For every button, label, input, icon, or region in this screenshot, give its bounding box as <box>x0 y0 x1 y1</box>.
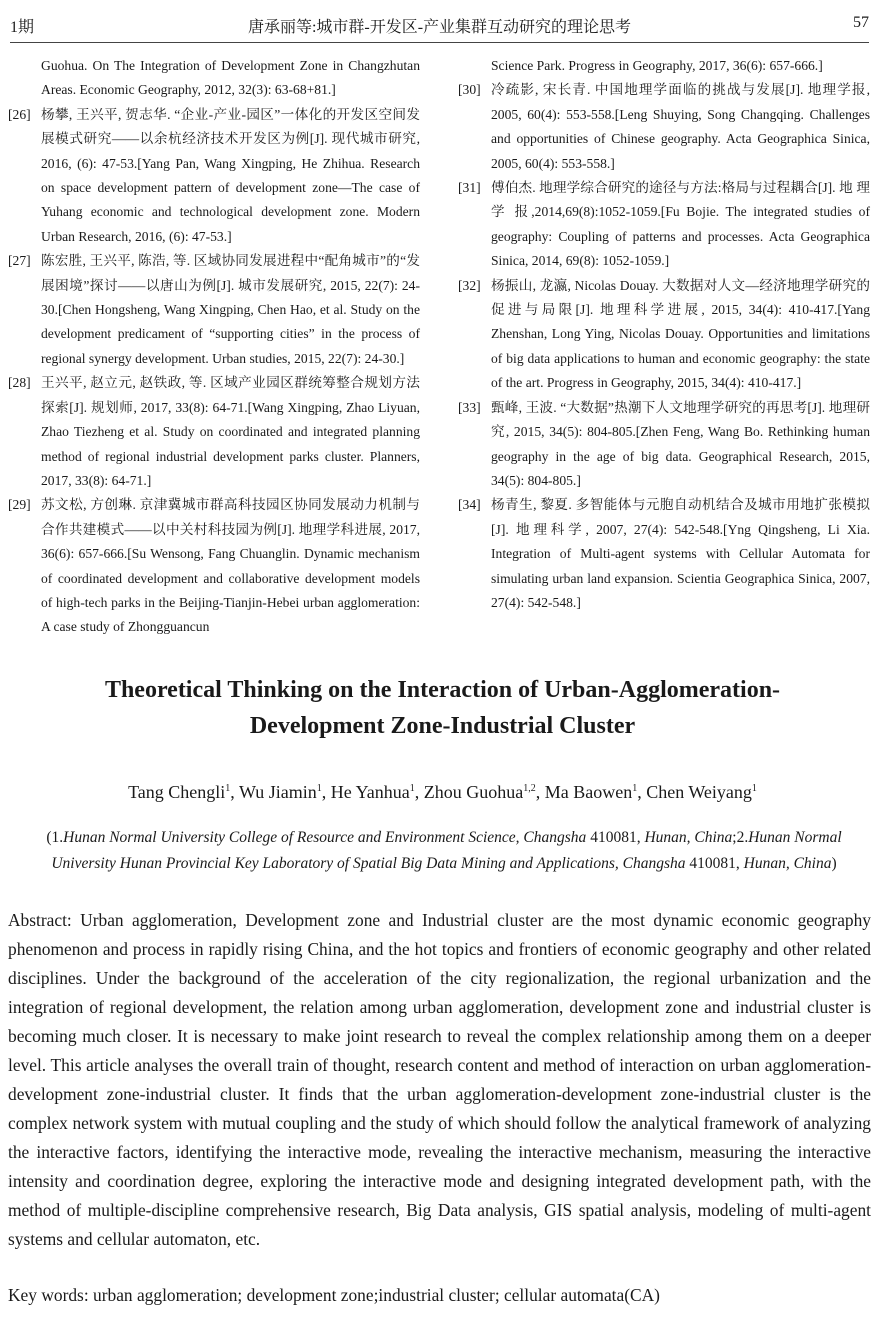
author: He Yanhua$^1$ <box>330 782 415 802</box>
reference-number: [30] <box>458 82 481 98</box>
reference-item <box>8 371 420 493</box>
reference-text: 冷疏影, 宋长青. 中国地理学面临的挑战与发展[J]. 地理学报, 2005, 60(4): 553-558.[Leng Shuying, Song Changqing. Challenges and opportunities of Chinese geography. Acta Geographica Sinica, 2005, 60(4): 553-558.] <box>491 82 870 171</box>
reference-number: [33] <box>458 399 481 415</box>
keywords <box>8 1281 871 1310</box>
author: Ma Baowen$^1$ <box>544 782 638 802</box>
references-left-column <box>8 54 420 640</box>
abstract <box>8 906 871 1254</box>
reference-item <box>458 274 870 396</box>
affiliations: (1.Hunan Normal University College of Resource and Environment Science, Changsha 410081, Hunan, China;2.Hunan Normal University Hunan Provincial Key Laboratory of Spatial Big Data Mining and Applications, Changsha 410081, Hunan, China) <box>46 829 842 872</box>
abstract-label: Abstract <box>8 910 67 930</box>
reference-item <box>458 78 870 176</box>
author: Wu Jiamin$^1$ <box>238 782 322 802</box>
references-right-column <box>458 54 870 615</box>
reference-number: [34] <box>458 497 481 513</box>
reference-text: 陈宏胜, 王兴平, 陈浩, 等. 区域协同发展进程中“配角城市”的“发展困境”探讨——以唐山为例[J]. 城市发展研究, 2015, 22(7): 24-30.[Chen Hongsheng, Wang Xingping, Chen Hao, et al. Study on the development predicament of “supporting cities” in the process of regional synergy development. Urban studies, 2015, 22(7): 24-30.] <box>41 253 420 366</box>
reference-item <box>458 396 870 494</box>
author-list: Tang Chengli$^1$, Wu Jiamin$^1$, He Yanhua$^1$, Zhou Guohua$^{1,2}$, Ma Baowen$^1$, Chen Weiyang$^1$ <box>128 782 757 802</box>
reference-item <box>458 493 870 615</box>
paper-title-line-2: Development Zone-Industrial Cluster <box>249 713 636 739</box>
paper-title <box>0 672 885 744</box>
reference-text: 傅伯杰. 地理学综合研究的途径与方法:格局与过程耦合[J]. 地 理 学 报,2014,69(8):1052-1059.[Fu Bojie. The integrated studies of geography: Coupling of patterns and processes. Acta Geographica Sinica, 2014, 69(8): 1052-1059.] <box>491 180 870 269</box>
author: Chen Weiyang$^1$ <box>646 782 757 802</box>
reference-text: 王兴平, 赵立元, 赵铁政, 等. 区域产业园区群统筹整合规划方法探索[J]. 规划师, 2017, 33(8): 64-71.[Wang Xingping, Zhao Liyuan, Zhao Tiezheng et al. Study on coordinated and integrated planning method of regional industrial development parks cluster. Planners, 2017, 33(8): 64-71.] <box>41 375 420 488</box>
reference-number: [32] <box>458 277 481 293</box>
reference-item <box>8 249 420 371</box>
reference-text: 杨振山, 龙瀛, Nicolas Douay. 大数据对人文—经济地理学研究的促进与局限[J]. 地理科学进展, 2015, 34(4): 410-417.[Yang Zhenshan, Long Ying, Nicolas Douay. Opportunities and limitations of big data applications to human and economic geography: the state of the art. Progress in Geography, 2015, 34(4): 410-417.] <box>491 277 870 391</box>
author: Tang Chengli$^1$ <box>128 782 231 802</box>
reference-continuation: Guohua. On The Integration of Development Zone in Changzhutan Areas. Economic Geography, 2012, 32(3): 63-68+81.] <box>41 58 420 98</box>
reference-item <box>8 493 420 639</box>
reference-number: [31] <box>458 180 481 196</box>
header-rule <box>10 42 869 43</box>
keywords-label: Key words <box>8 1285 84 1305</box>
reference-text: 苏文松, 方创琳. 京津冀城市群高科技园区协同发展动力机制与合作共建模式——以中关村科技园为例[J]. 地理学科进展, 2017, 36(6): 657-666.[Su Wensong, Fang Chuanglin. Dynamic mechanism of coordinated development and collaborative development models of high-tech parks in the Beijing-Tianjin-Hebei urban agglomeration: A case study of Zhongguancun <box>41 497 420 635</box>
reference-continuation: Science Park. Progress in Geography, 2017, 36(6): 657-666.] <box>491 58 823 73</box>
reference-item <box>458 176 870 274</box>
reference-number: [27] <box>8 253 31 269</box>
paper-title-line-1: Theoretical Thinking on the Interaction of Urban-Agglomeration- <box>104 677 781 703</box>
reference-number: [29] <box>8 497 31 513</box>
author: Zhou Guohua$^{1,2}$ <box>423 782 536 802</box>
abstract-text: : Urban agglomeration, Development zone and Industrial cluster are the most dynamic economic geography phenomenon and process in rapidly rising China, and the hot topics and frontiers of economic geography and other related disciplines. Under the background of the acceleration of the city regionalization, the regional urbanization and the integration of regional development, the relation among urban agglomeration, development zone and industrial cluster is becoming much closer. It is necessary to make joint research to reveal the complex relationship among them on a deeper level. This article analyses the overall train of thought, research content and method of interaction on urban agglomeration-development zone-industrial cluster. It finds that the urban agglomeration-development zone-industrial cluster is the complex network system with mutual coupling and the study of which should follow the analytical framework of analyzing the interactive factors, identifying the interactive mode, revealing the interactive mechanism, measuring the interactive intensity and coordination degree, exploring the interactive mode and designing integrated development path, with the method of multiple-discipline comprehensive research, Big Data analysis, GIS spatial analysis, modeling of multi-agent systems and cellular automaton, etc. <box>8 910 871 1249</box>
reference-text: 甄峰, 王波. “大数据”热潮下人文地理学研究的再思考[J]. 地理研究, 2015, 34(5): 804-805.[Zhen Feng, Wang Bo. Rethinking human geography in the age of big data. Geographical Research, 2015, 34(5): 804-805.] <box>491 399 870 488</box>
running-title: 唐承丽等:城市群-开发区-产业集群互动研究的理论思考 <box>247 19 632 36</box>
reference-text: 杨青生, 黎夏. 多智能体与元胞自动机结合及城市用地扩张模拟[J]. 地理科学, 2007, 27(4): 542-548.[Yng Qingsheng, Li Xia. Integration of Multi-agent systems with Cellular Automata for simulating urban land expansion. Scientia Geographica Sinica, 2007, 27(4): 542-548.] <box>491 497 870 610</box>
running-header <box>10 14 869 40</box>
issue-label: 1期 <box>10 19 35 36</box>
reference-number: [26] <box>8 106 31 122</box>
keywords-text: : urban agglomeration; development zone;industrial cluster; cellular automata(CA) <box>83 1285 660 1305</box>
page-number: 57 <box>853 14 869 31</box>
reference-text: 杨攀, 王兴平, 贺志华. “企业-产业-园区”一体化的开发区空间发展模式研究——以余杭经济技术开发区为例[J]. 现代城市研究, 2016, (6): 47-53.[Yang Pan, Wang Xingping, He Zhihua. Research on space development pattern of development zone—The case of Yuhang economic and technological development zone. Modern Urban Research, 2016, (6): 47-53.] <box>41 106 420 244</box>
reference-number: [28] <box>8 375 31 391</box>
reference-item <box>8 103 420 249</box>
